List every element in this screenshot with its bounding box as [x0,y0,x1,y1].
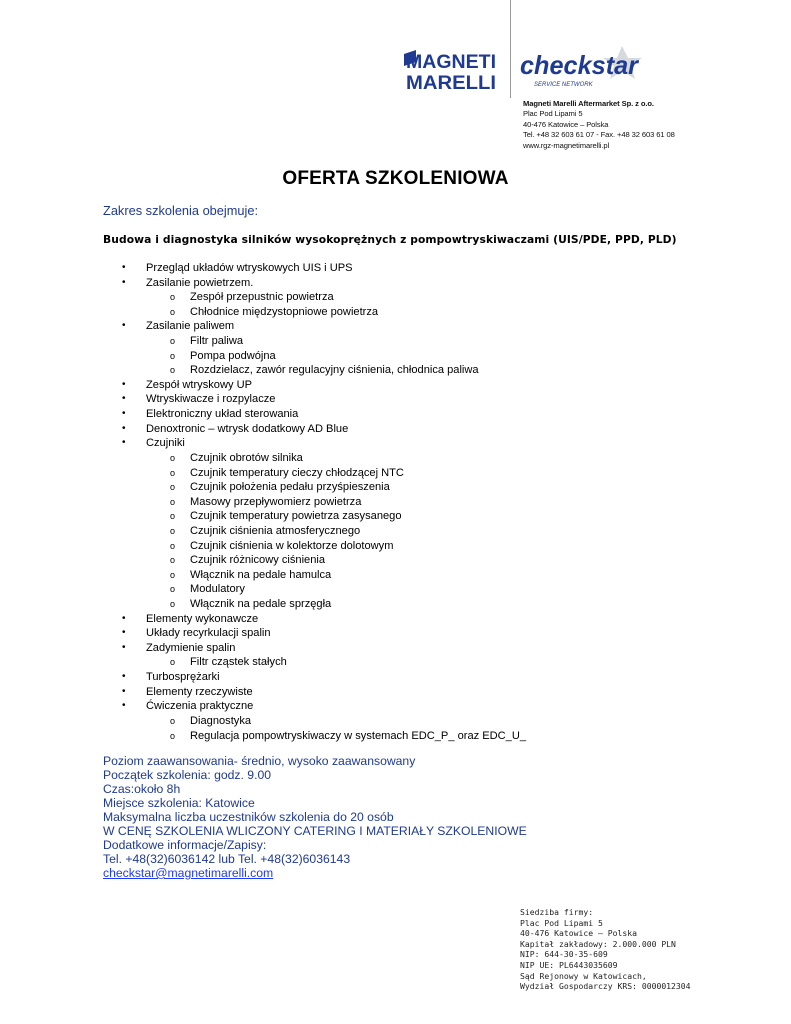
bullet-icon: • [122,671,126,683]
footer-line: Plac Pod Lipami 5 [520,917,603,928]
outline-subitem [0,568,791,583]
circle-bullet-icon: o [170,452,176,463]
footer-line: Wydział Gospodarczy KRS: 0000012304 [520,981,691,992]
magneti-marelli-logo-line1: MAGNETI [406,52,496,73]
info-level: Poziom zaawansowania- średnio, wysoko zaawansowany [103,754,416,768]
footer-line: 40-476 Katowice – Polska [520,928,637,939]
outline-text: Zasilanie paliwem [146,320,235,333]
bullet-icon: • [122,422,126,434]
logo-divider [510,0,511,98]
bullet-icon: • [122,378,126,390]
circle-bullet-icon: o [170,715,176,726]
circle-bullet-icon: o [170,306,176,317]
outline-subitem [0,597,791,612]
checkstar-logo [518,44,648,90]
outline-text: Zasilanie powietrzem. [146,276,254,289]
circle-bullet-icon: o [170,599,176,610]
training-info [103,754,563,880]
outline-item [0,276,791,291]
bullet-icon: • [122,276,126,288]
outline-text: Regulacja pompowtryskiwaczy w systemach EDC_P_ oraz EDC_U_ [190,729,527,742]
outline-subitem [0,466,791,481]
bullet-icon: • [122,700,126,712]
training-subject: Budowa i diagnostyka silników wysokoprężnych z pompowtryskiwaczami (UIS/PDE, PPD, PLD) [103,233,677,246]
outline-subitem [0,539,791,554]
page-title: OFERTA SZKOLENIOWA [282,168,509,189]
bullet-icon: • [122,627,126,639]
outline-text: Czujniki [146,437,185,450]
outline-text: Masowy przepływomierz powietrza [190,495,362,508]
outline-text: Filtr paliwa [190,335,244,348]
outline-subitem [0,729,791,744]
info-price-note: W CENĘ SZKOLENIA WLICZONY CATERING I MATERIAŁY SZKOLENIOWE [103,824,527,838]
bullet-icon: • [122,262,126,273]
bullet-icon: • [122,685,126,697]
info-capacity: Maksymalna liczba uczestników szkolenia do 20 osób [103,810,394,824]
outline-item [0,422,791,437]
circle-bullet-icon: o [170,730,176,741]
bullet-icon: • [122,612,126,624]
circle-bullet-icon: o [170,467,176,478]
outline-subitem [0,714,791,729]
outline-text: Wtryskiwacze i rozpylacze [146,393,276,406]
outline-text: Diagnostyka [190,714,252,727]
outline-text: Czujnik temperatury cieczy chłodzącej NTC [190,466,404,479]
outline-text: Chłodnice międzystopniowe powietrza [190,305,379,318]
info-duration: Czas:około 8h [103,782,181,796]
company-address: Plac Pod Lipami 5 [523,109,583,119]
outline-text: Zespół wtryskowy UP [146,378,253,391]
outline-text: Układy recyrkulacji spalin [146,627,271,640]
outline-subitem [0,509,791,524]
outline-text: Turbosprężarki [146,671,220,684]
company-phone: Tel. +48 32 603 61 07 - Fax. +48 32 603 61 08 [523,130,675,140]
training-outline [0,261,791,743]
outline-text: Denoxtronic – wtrysk dodatkowy AD Blue [146,422,349,435]
outline-subitem [0,495,791,510]
outline-text: Czujnik ciśnienia atmosferycznego [190,524,361,537]
outline-item [0,392,791,407]
circle-bullet-icon: o [170,365,176,376]
outline-subitem [0,524,791,539]
circle-bullet-icon: o [170,496,176,507]
outline-text: Pompa podwójna [190,349,276,362]
outline-item [0,378,791,393]
outline-text: Czujnik ciśnienia w kolektorze dolotowym [190,539,394,552]
footer-line: NIP UE: PL6443035609 [520,959,618,970]
outline-text: Modulatory [190,583,245,596]
magneti-marelli-logo-line2: MARELLI [406,73,496,93]
company-name: Magneti Marelli Aftermarket Sp. z o.o. [523,99,654,108]
outline-text: Elementy wykonawcze [146,612,259,625]
circle-bullet-icon: o [170,540,176,551]
outline-subitem [0,290,791,305]
circle-bullet-icon: o [170,584,176,595]
contact-email-link[interactable]: checkstar@magnetimarelli.com [103,866,274,880]
outline-item [0,436,791,451]
outline-text: Przegląd układów wtryskowych UIS i UPS [146,262,353,274]
scope-label: Zakres szkolenia obejmuje: [103,203,259,218]
registered-office-footer [520,907,740,992]
circle-bullet-icon: o [170,569,176,580]
outline-text: Włącznik na pedale sprzęgła [190,598,332,611]
outline-subitem [0,553,791,568]
circle-bullet-icon: o [170,292,176,303]
outline-subitem [0,349,791,364]
bullet-icon: • [122,320,126,332]
info-place: Miejsce szkolenia: Katowice [103,796,255,810]
footer-line: NIP: 644-30-35-609 [520,949,608,960]
outline-text: Filtr cząstek stałych [190,656,287,669]
checkstar-logo-text: checkstar [520,50,640,80]
outline-subitem [0,582,791,597]
outline-item [0,319,791,334]
outline-item [0,261,791,276]
outline-text: Rozdzielacz, zawór regulacyjny ciśnienia, chłodnica paliwa [190,364,479,377]
outline-text: Elektroniczny układ sterowania [146,408,299,421]
outline-item [0,641,791,656]
outline-item [0,626,791,641]
footer-line: Sąd Rejonowy w Katowicach, [520,970,647,981]
bullet-icon: • [122,641,126,653]
outline-item [0,612,791,627]
outline-subitem [0,480,791,495]
outline-item [0,699,791,714]
outline-text: Ćwiczenia praktyczne [146,700,254,713]
footer-line: Siedziba firmy: [520,907,594,917]
outline-text: Elementy rzeczywiste [146,685,253,698]
outline-subitem [0,334,791,349]
magneti-marelli-logo [402,48,500,93]
checkstar-logo-tagline: SERVICE NETWORK [534,82,593,88]
circle-bullet-icon: o [170,511,176,522]
bullet-icon: • [122,437,126,449]
outline-item [0,670,791,685]
company-info [523,99,723,151]
outline-subitem [0,305,791,320]
circle-bullet-icon: o [170,336,176,347]
outline-text: Włącznik na pedale hamulca [190,568,332,581]
outline-text: Czujnik położenia pedału przyśpieszenia [190,481,390,494]
info-start: Początek szkolenia: godz. 9.00 [103,768,272,782]
outline-subitem [0,451,791,466]
outline-text: Zespół przepustnic powietrza [190,291,334,304]
outline-item [0,685,791,700]
outline-subitem [0,363,791,378]
bullet-icon: • [122,393,126,405]
outline-text: Czujnik temperatury powietrza zasysanego [190,510,402,523]
company-website: www.rgz-magnetimarelli.pl [523,140,610,150]
outline-text: Czujnik obrotów silnika [190,451,303,464]
outline-text: Zadymienie spalin [146,641,236,654]
circle-bullet-icon: o [170,482,176,493]
info-contact-label: Dodatkowe informacje/Zapisy: [103,838,267,852]
circle-bullet-icon: o [170,657,176,668]
circle-bullet-icon: o [170,525,176,536]
circle-bullet-icon: o [170,350,176,361]
company-city: 40-476 Katowice – Polska [523,119,609,129]
outline-text: Czujnik różnicowy ciśnienia [190,554,326,567]
bullet-icon: • [122,408,126,420]
outline-subitem [0,655,791,670]
footer-line: Kapitał zakładowy: 2.000.000 PLN [520,938,676,949]
circle-bullet-icon: o [170,555,176,566]
outline-item [0,407,791,422]
info-phones: Tel. +48(32)6036142 lub Tel. +48(32)6036143 [103,852,351,866]
